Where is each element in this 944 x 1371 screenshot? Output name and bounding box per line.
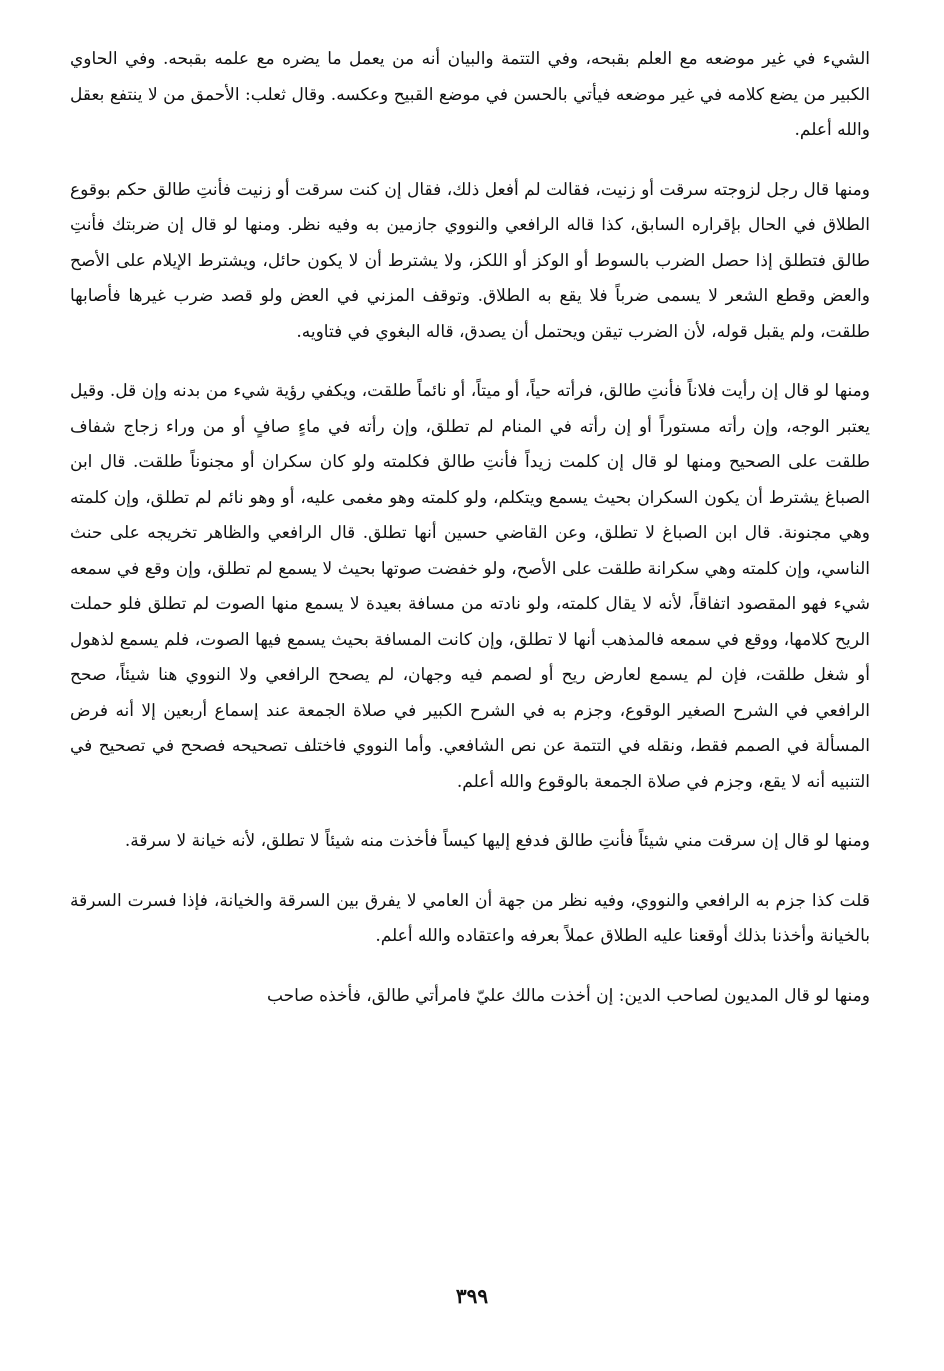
page-number: ٣٩٩	[455, 1284, 489, 1308]
paragraph-4: ومنها لو قال إن سرقت مني شيئاً فأنتِ طالق فدفع إليها كيساً فأخذت منه شيئاً لا تطلق، لأنه خيانة لا سرقة.	[124, 831, 870, 851]
paragraph-3: ومنها لو قال إن رأيت فلاناً فأنتِ طالق، فرأته حياً، أو ميتاً، أو نائماً طلقت، ويكفي رؤية شيء من بدنه وإن قل. وقيل يعتبر الوجه، وإن رأته مستوراً أو إن رأته في المنام لم تطلق، وإن رأته في ماءٍ صافٍ أو من وراء زجاج شفاف طلقت على الصحيح ومنها لو قال إن كلمت زيداً فأنتِ طالق فكلمته ولو كان سكران أو مجنوناً طلقت. قال ابن الصباغ يشترط أن يكون السكران بحيث يسمع ويتكلم، ولو كلمته وهو مغمى عليه، أو وهو نائم لم تطلق، وإن كلمته وهي مجنونة. قال ابن الصباغ لا تطلق، وعن القاضي حسين أنها تطلق. قال الرافعي والظاهر تخريجه على حنث الناسي، وإن كلمته وهي سكرانة طلقت على الأصح، ولو خفضت صوتها بحيث لا يسمع لم تطلق، وإن وقع في سمعه شيء فهو المقصود اتفاقاً، لأنه لا يقال كلمته، ولو نادته من مسافة بعيدة لا يسمع منها الصوت لم تطلق فلو حملت الريح كلامها، ووقع في سمعه فالمذهب أنها لا تطلق، وإن كانت المسافة بحيث يسمع فيها الصوت، فلم يسمع لذهول أو شغل طلقت، فإن لم يسمع لعارض ريح أو لصمم فيه وجهان، لم يصحح الرافعي ولا النووي هنا شيئاً، صحح الرافعي في الشرح الصغير الوقوع، وجزم به في الشرح الكبير في صلاة الجمعة عند إسماع أربعين إلا أنه فرض المسألة في الصمم فقط، ونقله في التتمة عن نص الشافعي. وأما النووي فاختلف تصحيحه فصحح في تصحيح في التنبيه أنه لا يقع، وجزم في صلاة الجمعة بالوقوع والله أعلم.	[70, 381, 870, 792]
paragraph-5: قلت كذا جزم به الرافعي والنووي، وفيه نظر من جهة أن العامي لا يفرق بين السرقة والخيانة، فإذا فسرت السرقة بالخيانة وأخذنا بذلك أوقعنا عليه الطلاق عملاً بعرفه واعتقاده والله أعلم.	[70, 890, 870, 946]
paragraph-6: ومنها لو قال المديون لصاحب الدين: إن أخذت مالك عليّ فامرأتي طالق، فأخذه صاحب	[266, 985, 870, 1006]
paragraph-2: ومنها قال رجل لزوجته سرقت أو زنيت، فقالت لم أفعل ذلك، فقال إن كنت سرقت أو زنيت فأنتِ طالق حكم بوقوع الطلاق في الحال بإقراره السابق، كذا قاله الرافعي والنووي جازمين به وفيه نظر. ومنها لو قال إن ضربتك فأنتِ طالق فتطلق إذا حصل الضرب بالسوط أو الوكز أو اللكز، ولا يشترط أن لا يكون حائل، ويشترط الإيلام على الأصح والعض وقطع الشعر لا يسمى ضرباً فلا يقع به الطلاق. وتوقف المزني في العض ولو قصد ضرب غيرها فأصابها طلقت، ولم يقبل قوله، لأن الضرب تيقن ويحتمل أن يصدق، قاله البغوي في فتاويه.	[70, 179, 871, 342]
paragraph-1: الشيء في غير موضعه مع العلم بقبحه، وفي التتمة والبيان أنه من يعمل ما يضره مع علمه بقبحه. وفي الحاوي الكبير من يضع كلامه في غير موضعه فيأتي بالحسن في موضع القبيح وعكسه. وقال ثعلب: الأحمق من لا ينتفع بعقل والله أعلم.	[70, 49, 870, 140]
page-body	[70, 42, 870, 1038]
